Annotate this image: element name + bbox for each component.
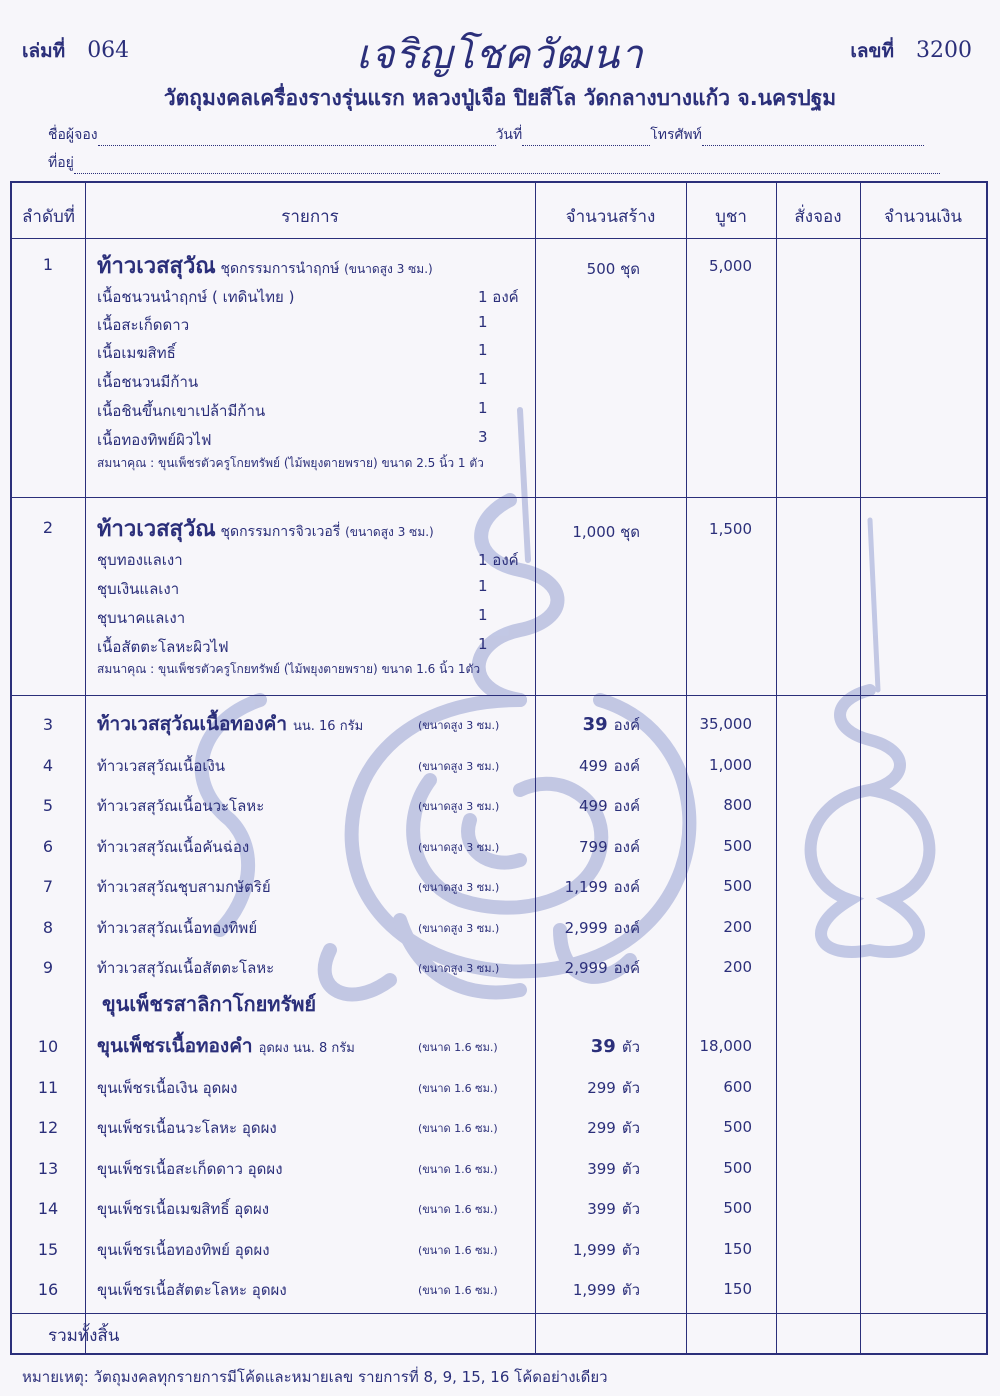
row-item-name: ท้าวเวสสุวัณเนื้อสัตตะโลหะ — [97, 959, 275, 977]
row-size: (ขนาดสูง 3 ซม.) — [418, 759, 500, 773]
set2-item-count: 1 — [478, 606, 488, 624]
row-qty — [500, 1278, 640, 1302]
page-subtitle: วัตถุมงคลเครื่องรางรุ่นแรก หลวงปู่เจือ ปิยสีโล วัดกลางบางแก้ว จ.นครปฐม — [163, 86, 837, 110]
row-qty — [500, 754, 640, 778]
row-price: 500 — [723, 836, 752, 855]
row-qty-unit: องค์ — [613, 878, 640, 896]
set1-size: (ขนาดสูง 3 ซม.) — [344, 262, 433, 276]
row-qty-number: 299 — [587, 1078, 616, 1097]
row-no: 10 — [37, 1037, 59, 1056]
row-size: (ขนาด 1.6 ซม.) — [418, 1081, 498, 1095]
address-field-row — [48, 152, 940, 174]
row-item-name: ท้าวเวสสุวัณเนื้อนวะโลหะ — [97, 797, 265, 815]
row-item-name: ท้าวเวสสุวัณชุบสามกษัตริย์ — [97, 878, 271, 896]
row-price: 150 — [723, 1239, 752, 1258]
row-item — [97, 1157, 283, 1181]
row-qty-number: 39 — [590, 1036, 616, 1057]
row-no: 5 — [42, 796, 54, 815]
row-size: (ขนาดสูง 3 ซม.) — [418, 962, 500, 975]
row-size: (ขนาด 1.6 ซม.) — [418, 1203, 498, 1216]
set1-item: เนื้อชนวนมีก้าน — [97, 373, 199, 391]
row-price: 18,000 — [699, 1037, 752, 1055]
row-qty — [500, 1157, 640, 1181]
row-qty-unit: องค์ — [613, 837, 640, 856]
set1-item-count: 1 — [478, 370, 488, 388]
row-qty-unit: องค์ — [613, 756, 640, 775]
row-item-extra: นน. 16 กรัม — [293, 719, 364, 734]
row-qty — [500, 794, 640, 818]
book-number-value: 064 — [87, 38, 130, 63]
row-no: 9 — [42, 958, 54, 977]
row-item — [97, 1116, 277, 1140]
set1-item: เนื้อสะเก็ดดาว — [97, 316, 190, 334]
row-qty-unit: องค์ — [613, 918, 640, 937]
date-field[interactable] — [522, 131, 650, 146]
row-qty-number: 39 — [582, 714, 608, 735]
row-qty-unit: ตัว — [621, 1119, 640, 1137]
row-item — [97, 835, 249, 859]
row-price: 200 — [723, 917, 752, 936]
name-field-row — [48, 124, 924, 146]
set1-qty: 500 ชุด — [586, 260, 640, 278]
row-item-name: ขุนเพ็ชรเนื้อนวะโลหะ อุดผง — [97, 1119, 277, 1137]
row-item-extra: อุดผง นน. 8 กรัม — [258, 1041, 355, 1056]
set2-item: ชุบเงินแลเงา — [97, 580, 180, 598]
row-item — [97, 709, 363, 739]
row-qty-number: 499 — [578, 756, 608, 775]
set2-no: 2 — [42, 518, 54, 537]
row-qty-unit: องค์ — [613, 716, 640, 734]
row-price: 600 — [723, 1077, 752, 1096]
phone-label: โทรศัพท์ — [650, 127, 702, 143]
row-qty-unit: ตัว — [621, 1281, 640, 1299]
row-item-name: ขุนเพ็ชรเนื้อเงิน อุดผง — [97, 1078, 238, 1097]
row-no: 3 — [42, 715, 54, 734]
phone-field[interactable] — [702, 131, 924, 146]
row-qty-number: 2,999 — [564, 959, 608, 977]
row-qty — [500, 1116, 640, 1140]
row-size: (ขนาดสูง 3 ซม.) — [418, 840, 500, 854]
row-item-name: ท้าวเวสสุวัณเนื้อทองทิพย์ — [97, 918, 258, 937]
set2-item: เนื้อสัตตะโลหะผิวไฟ — [97, 638, 229, 656]
row-price: 500 — [723, 877, 752, 895]
row-item — [97, 1238, 270, 1262]
row-item — [97, 794, 264, 818]
set2-bonus: สมนาคุณ : ขุนเพ็ชรตัวครูโกยทรัพย์ (ไม้พยุงตายพราย) ขนาด 1.6 นิ้ว 1ตัว — [97, 662, 481, 676]
row-no: 13 — [37, 1158, 59, 1178]
set1-item-count: 1 — [478, 341, 488, 359]
set1-item-count: 1 — [478, 399, 488, 417]
row-size: (ขนาดสูง 3 ซม.) — [418, 921, 500, 935]
row-qty — [500, 956, 640, 980]
row-price: 1,000 — [709, 755, 752, 774]
set2-qty: 1,000 ชุด — [572, 523, 640, 541]
row-item — [97, 1031, 355, 1061]
row-size: (ขนาดสูง 3 ซม.) — [418, 881, 500, 894]
name-label: ชื่อผู้จอง — [48, 127, 98, 143]
row-price: 150 — [723, 1280, 752, 1298]
row-qty-number: 499 — [578, 797, 608, 815]
book-label: เล่มที่ — [22, 40, 66, 62]
col-header-price: บูชา — [715, 207, 747, 227]
set2-desc: ชุดกรรมการจิวเวอรี่ — [220, 524, 341, 540]
row-no: 12 — [37, 1118, 59, 1137]
row-qty-number: 1,999 — [572, 1240, 616, 1259]
form-number-value: 3200 — [916, 38, 972, 63]
row-qty-number: 799 — [578, 837, 608, 856]
set1-item-count: 3 — [478, 428, 488, 446]
set1-item: เนื้อเมฆสิทธิ์ — [97, 344, 176, 362]
row-size: (ขนาด 1.6 ซม.) — [418, 1162, 498, 1176]
row-item-name: ขุนเพ็ชรเนื้อสะเก็ดดาว อุดผง — [97, 1159, 283, 1178]
address-field[interactable] — [74, 159, 940, 174]
set1-item: เนื้อชนวนนำฤกษ์ ( เทดินไทย ) — [97, 288, 295, 306]
set1-item-count: 1 องค์ — [478, 288, 519, 306]
col-header-quantity: จำนวนสร้าง — [565, 207, 656, 227]
set1-item: เนื้อชินขึ้นกเขาเปล้ามีก้าน — [97, 402, 266, 420]
row-item-name: ท้าวเวสสุวัณเนื้อเงิน — [97, 756, 226, 775]
set1-desc: ชุดกรรมการนำฤกษ์ — [220, 261, 340, 277]
row-divider — [10, 695, 988, 696]
row-no: 7 — [42, 877, 54, 896]
set2-price: 1,500 — [709, 520, 752, 538]
set1-item: เนื้อทองทิพย์ผิวไฟ — [97, 431, 212, 449]
col-divider — [776, 181, 777, 1355]
col-divider — [85, 181, 86, 1355]
col-header-order: สั่งจอง — [794, 207, 842, 227]
row-qty — [500, 1197, 640, 1221]
row-size: (ขนาด 1.6 ซม.) — [418, 1243, 498, 1257]
row-qty — [500, 1076, 640, 1100]
row-qty-unit: ตัว — [621, 1159, 640, 1178]
footnote: หมายเหตุ: วัตถุมงคลทุกรายการมีโค้ดและหมายเลข รายการที่ 8, 9, 15, 16 โค้ดอย่างเดียว — [22, 1368, 608, 1386]
set2-name: ท้าวเวสสุวัณ — [97, 517, 216, 542]
row-no: 11 — [37, 1077, 59, 1097]
col-header-no: ลำดับที่ — [21, 207, 75, 227]
row-item-name: ขุนเพ็ชรเนื้อเมฆสิทธิ์ อุดผง — [97, 1200, 270, 1218]
row-qty-number: 1,999 — [572, 1281, 616, 1299]
row-item — [97, 916, 257, 940]
row-qty — [500, 835, 640, 859]
page-title: เจริญโชควัฒนา — [356, 32, 644, 78]
row-qty — [500, 1035, 640, 1059]
row-qty-unit: ตัว — [621, 1240, 640, 1259]
row-size: (ขนาด 1.6 ซม.) — [418, 1041, 498, 1054]
set1-bonus: สมนาคุณ : ขุนเพ็ชรตัวครูโกยทรัพย์ (ไม้พยุงตายพราย) ขนาด 2.5 นิ้ว 1 ตัว — [97, 456, 484, 470]
row-price: 200 — [723, 958, 752, 976]
row-price: 500 — [723, 1118, 752, 1136]
row-no: 6 — [42, 836, 54, 856]
set1-no: 1 — [42, 255, 54, 274]
row-size: (ขนาดสูง 3 ซม.) — [418, 719, 500, 732]
set2-item: ชุบนาคแลเงา — [97, 609, 186, 627]
set2-title — [97, 511, 434, 546]
row-price: 500 — [723, 1199, 752, 1217]
row-qty-number: 1,199 — [564, 878, 608, 896]
row-item-name: ท้าวเวสสุวัณเนื้อทองคำ — [97, 713, 287, 735]
row-qty-unit: องค์ — [613, 959, 640, 977]
col-header-amount: จำนวนเงิน — [883, 207, 963, 227]
col-divider — [860, 181, 861, 1355]
row-size: (ขนาด 1.6 ซม.) — [418, 1122, 498, 1135]
set1-price: 5,000 — [709, 257, 752, 275]
row-qty — [500, 916, 640, 940]
row-item — [97, 1197, 269, 1221]
row-size: (ขนาด 1.6 ซม.) — [418, 1284, 498, 1297]
set2-size: (ขนาดสูง 3 ซม.) — [345, 525, 434, 539]
row-qty — [500, 713, 640, 737]
total-label: รวมทั้งสิ้น — [48, 1326, 120, 1346]
set1-name: ท้าวเวสสุวัณ — [97, 254, 216, 279]
name-field[interactable] — [98, 131, 496, 146]
row-no: 14 — [37, 1199, 59, 1218]
row-price: 35,000 — [699, 715, 752, 733]
row-no: 15 — [37, 1239, 59, 1259]
col-header-item: รายการ — [281, 207, 339, 227]
row-qty-unit: องค์ — [613, 797, 640, 815]
row-item-name: ขุนเพ็ชรเนื้อสัตตะโลหะ อุดผง — [97, 1281, 287, 1299]
set1-title — [97, 248, 433, 283]
set2-item-count: 1 — [478, 577, 488, 595]
row-no: 16 — [37, 1280, 59, 1299]
row-item-name: ขุนเพ็ชรเนื้อทองทิพย์ อุดผง — [97, 1240, 270, 1259]
form-number — [850, 36, 972, 66]
row-item — [97, 875, 271, 899]
row-qty — [500, 875, 640, 899]
row-item — [97, 1076, 238, 1100]
row-item-name: ท้าวเวสสุวัณเนื้อคันฉ่อง — [97, 837, 250, 856]
address-label: ที่อยู่ — [48, 155, 74, 171]
row-qty-unit: ตัว — [621, 1078, 640, 1097]
row-qty-number: 399 — [587, 1200, 616, 1218]
row-size: (ขนาดสูง 3 ซม.) — [418, 800, 500, 813]
row-divider — [10, 238, 988, 239]
row-divider — [10, 1313, 988, 1314]
row-item — [97, 1278, 287, 1302]
set2-item-count: 1 — [478, 635, 488, 653]
section2-title: ขุนเพ็ชรสาลิกาโกยทรัพย์ — [102, 992, 317, 1016]
row-no: 4 — [42, 755, 54, 775]
row-qty-number: 299 — [587, 1119, 616, 1137]
row-item — [97, 956, 274, 980]
set2-item: ชุบทองแลเงา — [97, 551, 183, 569]
row-qty-number: 2,999 — [564, 918, 608, 937]
row-price: 500 — [723, 1158, 752, 1177]
row-item — [97, 754, 225, 778]
set1-item-count: 1 — [478, 313, 488, 331]
set2-item-count: 1 องค์ — [478, 551, 519, 569]
row-qty — [500, 1238, 640, 1262]
date-label: วันที่ — [495, 127, 523, 143]
row-divider — [10, 497, 988, 498]
form-number-label: เลขที่ — [850, 40, 894, 62]
row-price: 800 — [723, 796, 752, 814]
row-no: 8 — [42, 917, 54, 937]
row-item-name: ขุนเพ็ชรเนื้อทองคำ — [97, 1035, 253, 1057]
row-qty-unit: ตัว — [621, 1038, 640, 1056]
row-qty-unit: ตัว — [621, 1200, 640, 1218]
row-qty-number: 399 — [587, 1159, 616, 1178]
